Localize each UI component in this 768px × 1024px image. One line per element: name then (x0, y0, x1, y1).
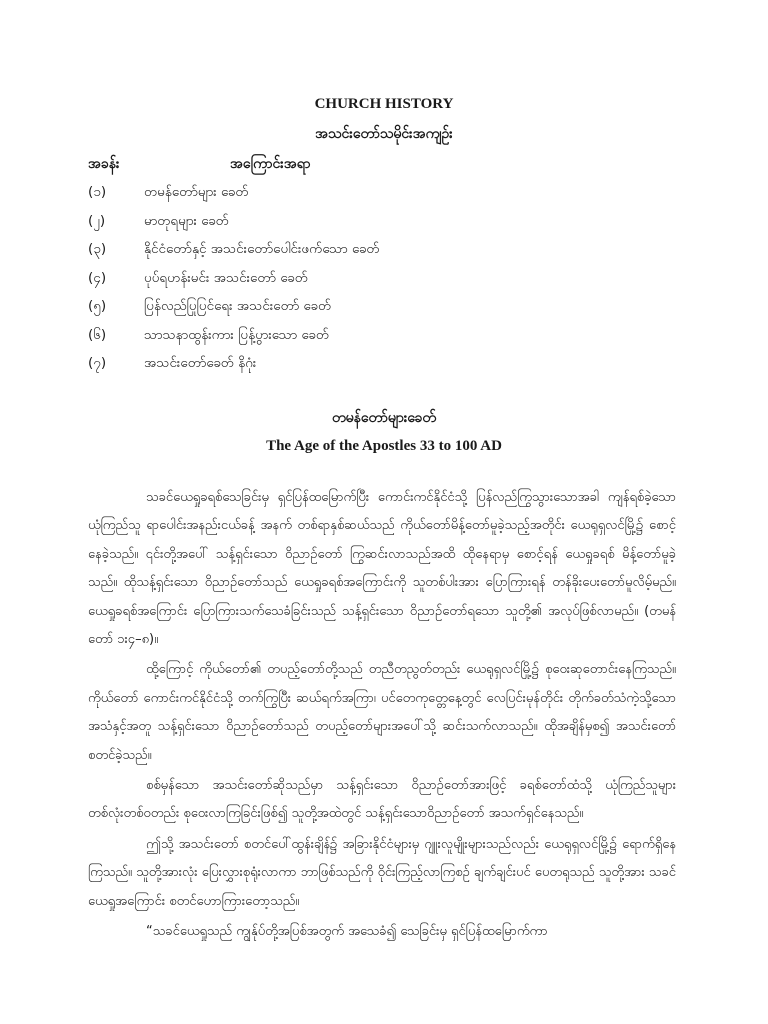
toc-item (88, 183, 678, 212)
document-title-english: CHURCH HISTORY (314, 96, 454, 112)
toc-item (88, 212, 678, 241)
toc-text: သာသနာထွန်းကား ပြန့်ပွားသော ခေတ် (144, 326, 330, 343)
toc-item (88, 269, 678, 298)
toc-text: နိုင်ငံတော်နှင့် အသင်းတော်ပေါင်းဖက်သော ခေတ် (144, 241, 380, 257)
toc-item (88, 297, 678, 326)
toc-number: (၆) (88, 326, 107, 343)
section-title-burmese: တမန်တော်များခေတ် (332, 410, 436, 426)
toc-text: အသင်းတော်ခေတ် နိဂုံး (144, 355, 257, 371)
section-title-english: The Age of the Apostles 33 to 100 AD (266, 438, 502, 454)
toc-number: (၄) (88, 269, 107, 286)
toc-item (88, 326, 678, 355)
toc-number: (၁) (88, 184, 107, 200)
toc-number: (၇) (88, 355, 107, 371)
toc-text: တမန်တော်များ ခေတ် (144, 184, 249, 200)
paragraph: ထို့ကြောင့် ကိုယ်တော်၏ တပည့်တော်တို့သည် တညီတညွတ်တည်း ယေရုရှလင်မြို့၌ စုဝေးဆုတောင်းနေကြသည်။ ကိုယ်တော် ကောင်းကင်နိုင်ငံသို့ တက်ကြွပြီး ဆယ်ရက်အကြာ၊ ပင်တေကုတ္တေနေ့တွင် လေပြင်းမုန်တိုင်း တိုက်ခတ်သံကဲ့သို့သော အသံနှင့်အတူ သန့်ရှင်းသော ဝိညာဉ်တော်သည် တပည့်တော်များအပေါ်သို့ ဆင်းသက်လာသည်။ ထိုအချိန်မှစ၍ အသင်းတော် စတင်ခဲ့သည်။ (88, 662, 676, 763)
toc-text: မာတုရများ ခေတ် (144, 212, 229, 229)
paragraph: “သခင်ယေရှုသည် ကျွန်ုပ်တို့အပြစ်အတွက် အသေခံ၍ သေခြင်းမှ ရှင်ပြန်ထမြောက်ကာ (146, 924, 548, 940)
toc-number: (၂) (88, 212, 106, 229)
toc-header-chapter: အခန်း (88, 156, 120, 172)
toc-text: ပုပ်ရဟန်းမင်း အသင်းတော် ခေတ် (144, 269, 308, 286)
toc-text: ပြန်လည်ပြုပြင်ရေး အသင်းတော် ခေတ် (144, 298, 332, 314)
toc-number: (၃) (88, 241, 107, 257)
toc-number: (၅) (88, 298, 107, 314)
toc-item (88, 240, 678, 269)
paragraph: ဤသို့ အသင်းတော် စတင်ပေါ်ထွန်းချိန်၌ အခြားနိုင်ငံများမှ ဂျူးလူမျိုးများသည်လည်း ယေရုရှလင်မြို့၌ ရောက်ရှိနေကြသည်။ သူတို့အားလုံး ပြေးလွှားစုရုံးလာကာ ဘာဖြစ်သည်ကို ဝိုင်းကြည့်လာကြစဉ် ချက်ချင်းပင် ပေတရုသည် သူတို့အား သခင်ယေရှုအကြောင်း စတင်ဟောကြားတော့သည်။ (88, 836, 676, 909)
paragraph: သခင်ယေရှုခရစ်သေခြင်းမှ ရှင်ပြန်ထမြောက်ပြီး ကောင်းကင်နိုင်ငံသို့ ပြန်လည်ကြွသွားသောအခါ ကျန်ရစ်ခဲ့သော ယုံကြည်သူ ရာပေါင်းအနည်းငယ်ခန့် အနက် တစ်ရာနှစ်ဆယ်သည် ကိုယ်တော်မိန့်တော်မူခဲ့သည့်အတိုင်း ယေရုရှလင်မြို့၌ စောင့်နေခဲ့သည်။ ၎င်းတို့အပေါ် သန့်ရှင်းသော ဝိညာဉ်တော် ကြွဆင်းလာသည်အထိ ထိုနေရာမှ စောင့်ရန် ယေရှုခရစ် မိန့်တော်မူခဲ့သည်။ ထိုသန့်ရှင်းသော ဝိညာဉ်တော်သည် ယေရှုခရစ်အကြောင်းကို သူတစ်ပါးအား ပြောကြားရန် တန်ခိုးပေးတော်မူလိမ့်မည်။ ယေရှုခရစ်အကြောင်း ပြောကြားသက်သေခံခြင်းသည် သန့်ရှင်းသော ဝိညာဉ်တော်ရသော သူတို့၏ အလုပ်ဖြစ်လာမည်။ (တမန်တော် ၁း၄–၈)။ (88, 490, 676, 648)
paragraph: စစ်မှန်သော အသင်းတော်ဆိုသည်မှာ သန့်ရှင်းသော ဝိညာဉ်တော်အားဖြင့် ခရစ်တော်ထံသို့ ယုံကြည်သူများတစ်လုံးတစ်ဝတည်း စုဝေးလာကြခြင်းဖြစ်၍ သူတို့အထဲတွင် သန့်ရှင်းသောဝိညာဉ်တော် အသက်ရှင်နေသည်။ (88, 778, 676, 822)
body-text (88, 484, 676, 949)
document-title-burmese: အသင်းတော်သမိုင်းအကျဉ်း (315, 126, 453, 142)
toc-header-content: အကြောင်းအရာ (230, 156, 311, 172)
table-of-contents (88, 183, 678, 383)
toc-item (88, 354, 678, 383)
